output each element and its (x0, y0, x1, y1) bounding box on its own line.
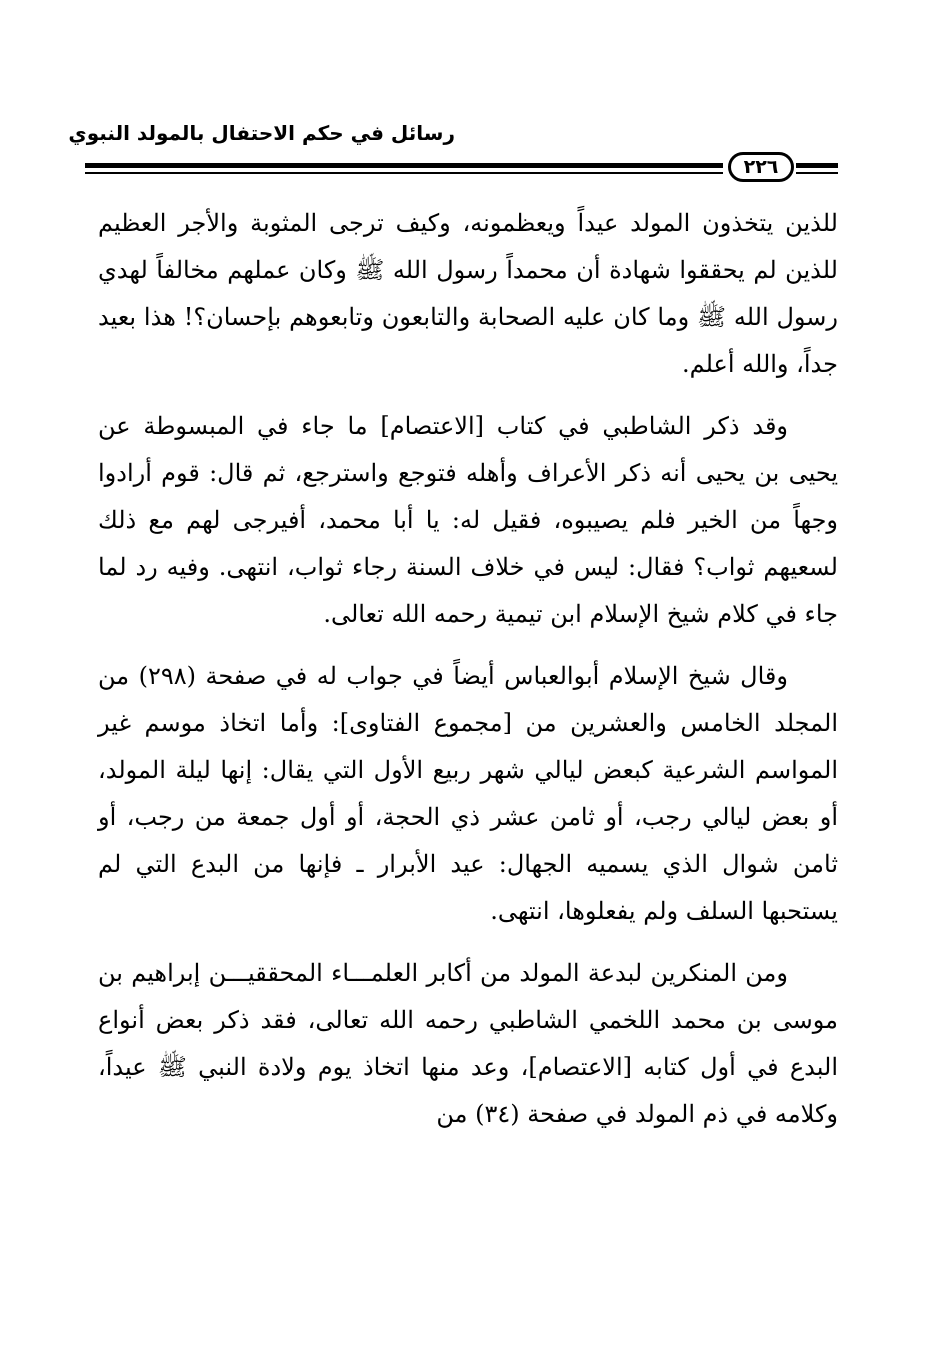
header-rule (85, 152, 838, 186)
header-rule-left (85, 159, 723, 179)
rule-thick-line (85, 163, 723, 168)
page-number: ٢٢٦ (728, 152, 794, 182)
paragraph-2: وقد ذكر الشاطبي في كتاب [الاعتصام] ما جاء في المبسوطة عن يحيى بن يحيى أنه ذكر الأعراف وأهله فتوجع واسترجع، ثم قال: قوم أرادوا وجهاً من الخير فلم يصيبوه، فقيل له: يا أبا محمد، أفيرجى لهم مع ذلك لسعيهم ثواب؟ فقال: ليس في خلاف السنة رجاء ثواب، انتهى. وفيه رد لما جاء في كلام شيخ الإسلام ابن تيمية رحمه الله تعالى. (98, 412, 838, 628)
running-title: رسائل في حكم الاحتفال بالمولد النبوي (68, 121, 455, 145)
rule-thick-line (796, 163, 838, 168)
header-rule-right (796, 159, 838, 179)
paragraph-3: وقال شيخ الإسلام أبوالعباس أيضاً في جواب له في صفحة (٢٩٨) من المجلد الخامس والعشرين من [مجموع الفتاوى]: وأما اتخاذ موسم غير المواسم الشرعية كبعض ليالي شهر ربيع الأول التي يقال: إنها ليلة المولد، أو بعض ليالي رجب، أو ثامن عشر ذي الحجة، أو أول جمعة من رجب، أو ثامن شوال الذي يسميه الجهال: عيد الأبرار ـ فإنها من البدع التي لم يستحبها السلف ولم يفعلوها، انتهى. (98, 662, 838, 925)
body-text (98, 200, 838, 1138)
paragraph-4: ومن المنكرين لبدعة المولد من أكابر العلمـــاء المحققيـــن إبراهيم بن موسى بن محمد اللخمي الشاطبي رحمه الله تعالى، فقد ذكر بعض أنواع البدع في أول كتابه [الاعتصام]، وعد منها اتخاذ يوم ولادة النبي ﷺ عيداً، وكلامه في ذم المولد في صفحة (٣٤) من (98, 959, 838, 1128)
rule-thin-line (796, 172, 838, 174)
rule-thin-line (85, 172, 723, 174)
paragraph-1: للذين يتخذون المولد عيداً ويعظمونه، وكيف ترجى المثوبة والأجر العظيم للذين لم يحققوا شهادة أن محمداً رسول الله ﷺ وكان عملهم مخالفاً لهدي رسول الله ﷺ وما كان عليه الصحابة والتابعون وتابعوهم بإحسان؟! هذا بعيد جداً، والله أعلم. (98, 209, 838, 378)
